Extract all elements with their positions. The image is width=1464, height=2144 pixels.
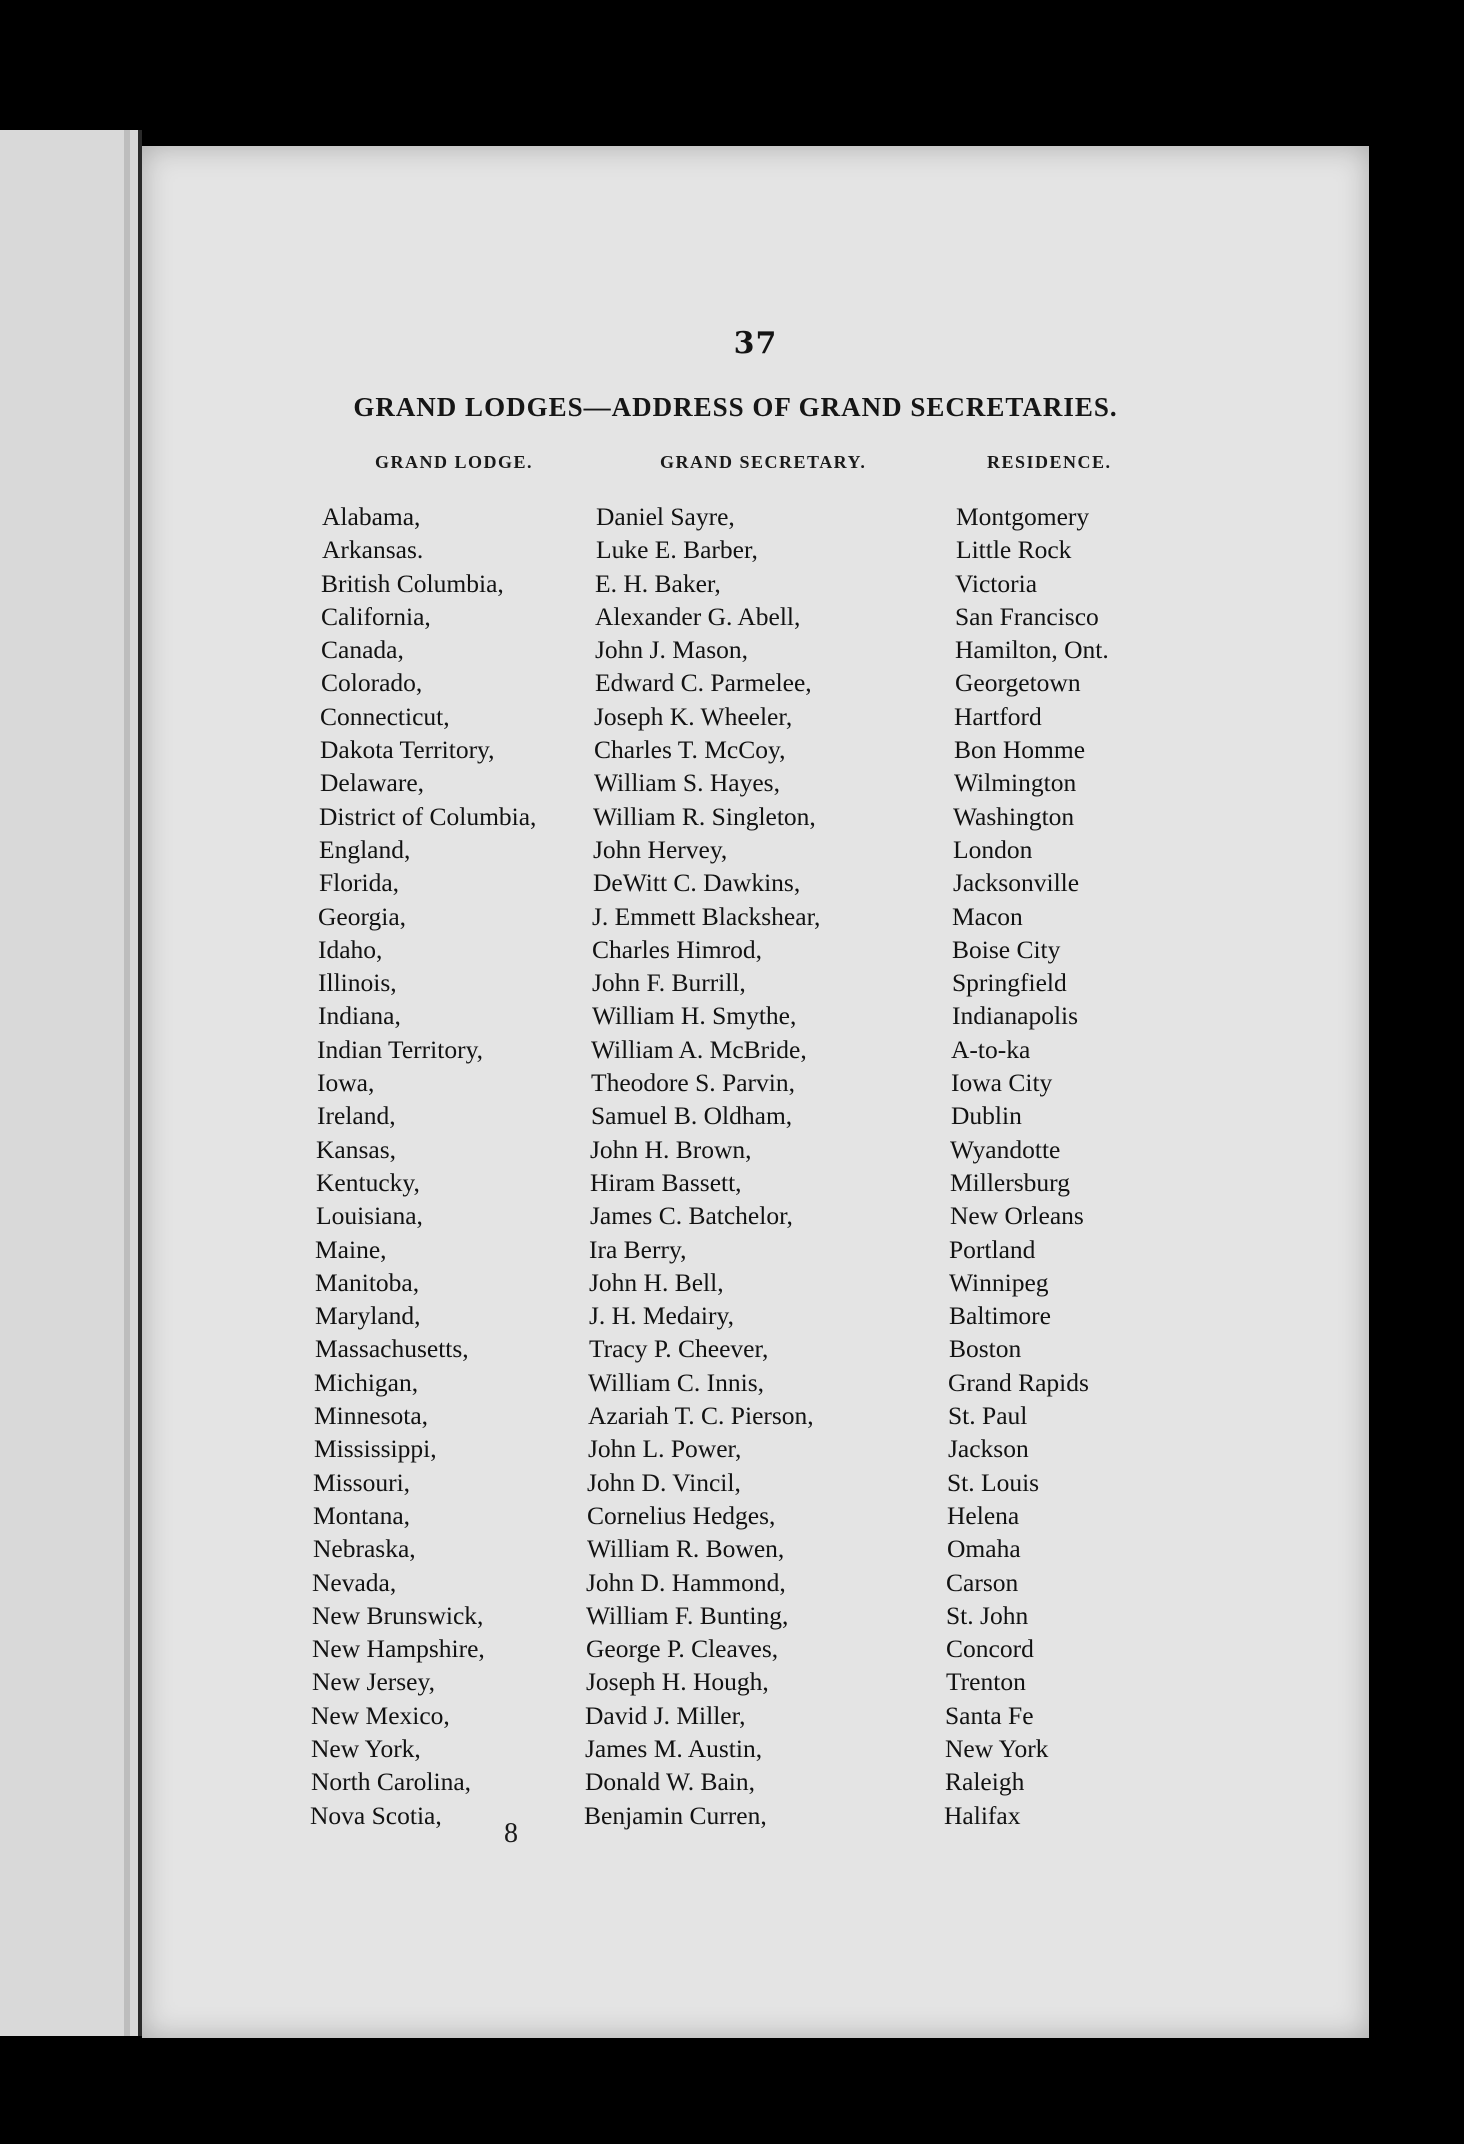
secretary-cell: John H. Bell, [589, 1267, 724, 1297]
lodge-cell: British Columbia, [321, 568, 504, 598]
table-row [142, 1366, 1369, 1399]
table-row [142, 500, 1369, 533]
lodge-cell: New Mexico, [311, 1700, 450, 1730]
table-row [142, 833, 1369, 866]
residence-cell: London [953, 834, 1033, 864]
lodge-cell: Delaware, [320, 768, 425, 798]
residence-cell: St. John [946, 1600, 1029, 1630]
table-row [142, 999, 1369, 1032]
secretary-cell: Theodore S. Parvin, [591, 1068, 795, 1098]
table-row [142, 1765, 1369, 1798]
residence-cell: Omaha [947, 1534, 1021, 1564]
lodge-cell: North Carolina, [311, 1767, 472, 1797]
residence-cell: Concord [946, 1634, 1034, 1664]
residence-cell: A-to-ka [951, 1034, 1031, 1064]
lodge-cell: California, [321, 601, 431, 631]
residence-cell: Grand Rapids [948, 1367, 1089, 1397]
table-row [142, 1066, 1369, 1099]
secretary-cell: William A. McBride, [591, 1034, 807, 1064]
residence-cell: New Orleans [950, 1201, 1084, 1231]
table-row [142, 1033, 1369, 1066]
residence-cell: Victoria [955, 568, 1038, 598]
page-number: 37 [733, 326, 778, 361]
secretary-cell: David J. Miller, [585, 1700, 746, 1730]
document-page [142, 146, 1369, 2038]
residence-cell: Santa Fe [945, 1700, 1034, 1730]
lodge-cell: Ireland, [317, 1101, 396, 1131]
secretary-cell: Edward C. Parmelee, [595, 668, 812, 698]
table-row [142, 1632, 1369, 1665]
table-row [142, 1799, 1369, 1832]
lodge-cell: New Jersey, [312, 1667, 435, 1697]
secretary-cell: Luke E. Barber, [596, 535, 758, 565]
residence-cell: St. Paul [948, 1401, 1028, 1431]
table-row [142, 700, 1369, 733]
secretary-cell: Cornelius Hedges, [587, 1500, 776, 1530]
left-page-edge [0, 130, 142, 2036]
table-row [142, 1466, 1369, 1499]
residence-cell: New York [945, 1733, 1049, 1763]
residence-cell: Bon Homme [954, 735, 1086, 765]
residence-cell: Carson [946, 1567, 1019, 1597]
secretary-cell: James C. Batchelor, [590, 1201, 793, 1231]
table-row [142, 633, 1369, 666]
secretary-cell: William F. Bunting, [586, 1600, 789, 1630]
lodge-cell: Nova Scotia, [310, 1800, 442, 1830]
lodge-cell: Michigan, [314, 1367, 419, 1397]
residence-cell: Iowa City [951, 1068, 1053, 1098]
lodge-cell: Colorado, [321, 668, 423, 698]
lodge-cell: Missouri, [313, 1467, 411, 1497]
secretary-cell: Azariah T. C. Pierson, [588, 1401, 814, 1431]
secretary-cell: John J. Mason, [595, 635, 749, 665]
secretary-cell: William S. Hayes, [594, 768, 780, 798]
secretary-cell: John D. Hammond, [586, 1567, 786, 1597]
secretary-cell: Hiram Bassett, [590, 1167, 742, 1197]
lodge-cell: Minnesota, [314, 1401, 429, 1431]
table-row [142, 933, 1369, 966]
secretary-cell: James M. Austin, [585, 1733, 763, 1763]
lodge-cell: Alabama, [322, 502, 421, 531]
secretary-cell: DeWitt C. Dawkins, [593, 868, 801, 898]
lodge-cell: Kentucky, [316, 1167, 420, 1197]
residence-cell: Hamilton, Ont. [955, 635, 1109, 665]
lodge-cell: Iowa, [317, 1068, 375, 1098]
lodge-cell: England, [319, 834, 411, 864]
secretary-cell: Joseph H. Hough, [586, 1667, 769, 1697]
table-row [142, 600, 1369, 633]
table-row [142, 766, 1369, 799]
lodge-cell: New Hampshire, [312, 1634, 485, 1664]
secretary-cell: Daniel Sayre, [596, 502, 735, 531]
residence-cell: Portland [949, 1234, 1036, 1264]
table-row [142, 900, 1369, 933]
table-row [142, 1332, 1369, 1365]
lodge-cell: Louisiana, [316, 1201, 423, 1231]
lodge-cell: Manitoba, [315, 1267, 420, 1297]
table-row [142, 1199, 1369, 1232]
lodge-cell: Kansas, [316, 1134, 397, 1164]
secretary-cell: Joseph K. Wheeler, [594, 701, 793, 731]
table-row [142, 1299, 1369, 1332]
lodge-cell: Indiana, [318, 1001, 401, 1031]
residence-cell: Boise City [952, 934, 1061, 964]
lodge-cell: Maryland, [315, 1301, 421, 1331]
secretary-cell: E. H. Baker, [595, 568, 721, 598]
residence-cell: Winnipeg [949, 1267, 1049, 1297]
lodge-cell: Idaho, [318, 934, 383, 964]
lodge-cell: New York, [311, 1733, 421, 1763]
secretary-cell: John F. Burrill, [592, 968, 746, 998]
table-row [142, 1233, 1369, 1266]
table-row [142, 1166, 1369, 1199]
secretary-cell: J. H. Medairy, [589, 1301, 734, 1331]
secretary-cell: William R. Bowen, [587, 1534, 785, 1564]
secretary-cell: Alexander G. Abell, [595, 601, 801, 631]
table-row [142, 1665, 1369, 1698]
table-row [142, 1399, 1369, 1432]
lodge-cell: District of Columbia, [319, 801, 537, 831]
lodge-cell: Maine, [315, 1234, 387, 1264]
residence-cell: Trenton [946, 1667, 1026, 1697]
residence-cell: Wyandotte [950, 1134, 1061, 1164]
secretary-cell: J. Emmett Blackshear, [592, 901, 821, 931]
header-grand-secretary: GRAND SECRETARY. [660, 452, 867, 472]
secretary-cell: Ira Berry, [589, 1234, 687, 1264]
secretary-cell: Benjamin Curren, [584, 1800, 767, 1830]
table-row [142, 1566, 1369, 1599]
page-title: GRAND LODGES—ADDRESS OF GRAND SECRETARIES. [353, 392, 1118, 422]
table-row [142, 666, 1369, 699]
residence-cell: Macon [952, 901, 1023, 931]
lodge-cell: Georgia, [318, 901, 407, 931]
secretary-cell: Charles T. McCoy, [594, 735, 786, 765]
lodge-cell: Arkansas. [322, 535, 424, 565]
secretary-cell: Donald W. Bain, [585, 1767, 755, 1797]
residence-cell: Jacksonville [953, 868, 1080, 898]
secretary-cell: William R. Singleton, [593, 801, 816, 831]
lodge-cell: Indian Territory, [317, 1034, 484, 1064]
residence-cell: Montgomery [956, 502, 1090, 531]
lodge-cell: Canada, [321, 635, 404, 665]
secretary-cell: Samuel B. Oldham, [591, 1101, 793, 1131]
header-residence: RESIDENCE. [987, 452, 1112, 472]
secretary-cell: William H. Smythe, [592, 1001, 797, 1031]
residence-cell: Indianapolis [952, 1001, 1079, 1031]
table-row [142, 1099, 1369, 1132]
table-row [142, 1532, 1369, 1565]
secretary-cell: William C. Innis, [588, 1367, 765, 1397]
residence-cell: Washington [953, 801, 1075, 831]
residence-cell: Boston [949, 1334, 1022, 1364]
residence-cell: Jackson [948, 1434, 1029, 1464]
table-row [142, 533, 1369, 566]
lodge-cell: Nebraska, [313, 1534, 416, 1564]
residence-cell: Dublin [951, 1101, 1022, 1131]
residence-cell: Wilmington [954, 768, 1077, 798]
signature-mark: 8 [504, 1818, 518, 1849]
table-row [142, 1499, 1369, 1532]
lodge-cell: New Brunswick, [312, 1600, 484, 1630]
secretary-cell: Tracy P. Cheever, [589, 1334, 769, 1364]
residence-cell: Little Rock [956, 535, 1072, 565]
secretary-cell: John H. Brown, [590, 1134, 752, 1164]
secretary-cell: John Hervey, [593, 834, 728, 864]
table-row [142, 800, 1369, 833]
table-row [142, 966, 1369, 999]
residence-cell: Baltimore [949, 1301, 1051, 1331]
secretary-cell: George P. Cleaves, [586, 1634, 779, 1664]
residence-cell: St. Louis [947, 1467, 1040, 1497]
lodge-cell: Massachusetts, [315, 1334, 469, 1364]
lodge-cell: Connecticut, [320, 701, 450, 731]
secretary-cell: John D. Vincil, [587, 1467, 741, 1497]
table-row [142, 866, 1369, 899]
table-row [142, 1266, 1369, 1299]
lodge-cell: Nevada, [312, 1567, 397, 1597]
residence-cell: San Francisco [955, 601, 1099, 631]
table-row [142, 1699, 1369, 1732]
residence-cell: Helena [947, 1500, 1020, 1530]
table-row [142, 733, 1369, 766]
lodge-cell: Mississippi, [314, 1434, 437, 1464]
lodge-table [142, 500, 1369, 1832]
header-grand-lodge: GRAND LODGE. [375, 452, 534, 472]
residence-cell: Hartford [954, 701, 1042, 731]
lodge-cell: Florida, [319, 868, 400, 898]
secretary-cell: John L. Power, [588, 1434, 742, 1464]
secretary-cell: Charles Himrod, [592, 934, 762, 964]
residence-cell: Raleigh [945, 1767, 1025, 1797]
table-row [142, 1732, 1369, 1765]
residence-cell: Springfield [952, 968, 1067, 998]
lodge-cell: Dakota Territory, [320, 735, 495, 765]
residence-cell: Georgetown [955, 668, 1081, 698]
table-row [142, 567, 1369, 600]
lodge-cell: Montana, [313, 1500, 411, 1530]
lodge-cell: Illinois, [318, 968, 397, 998]
residence-cell: Millersburg [950, 1167, 1070, 1197]
table-row [142, 1432, 1369, 1465]
table-row [142, 1133, 1369, 1166]
table-row [142, 1599, 1369, 1632]
residence-cell: Halifax [944, 1800, 1021, 1830]
